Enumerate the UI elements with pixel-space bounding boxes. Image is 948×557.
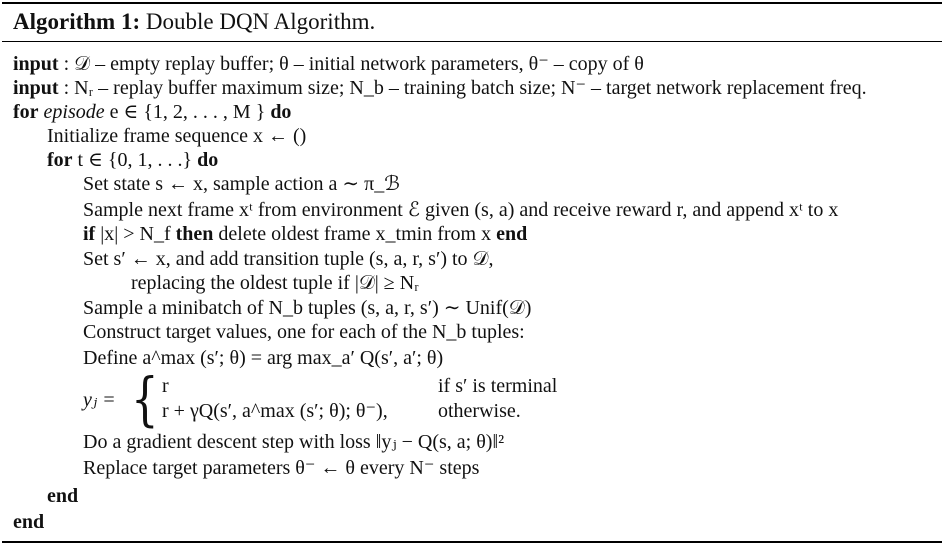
- keyword-for: for: [13, 101, 39, 123]
- keyword-end: end: [13, 511, 45, 533]
- top-rule: [2, 2, 942, 4]
- keyword-end: end: [491, 223, 528, 245]
- line-text: Sample next frame xᵗ from environment ℰ given (s, a) and receive reward r, and append xᵗ to x: [83, 199, 839, 221]
- bottom-rule: [2, 541, 942, 543]
- keyword-if: if: [83, 223, 96, 245]
- end-outer-loop: [13, 510, 44, 534]
- line-text: t ∈ {0, 1, . . .}: [72, 149, 193, 171]
- equation-lhs: yⱼ =: [83, 389, 116, 411]
- title-rule: [2, 41, 942, 42]
- minibatch-line: [83, 296, 531, 320]
- equation-condition-1: if s′ is terminal: [438, 375, 558, 397]
- line-text: : Nᵣ – replay buffer maximum size; N_b – training batch size; N⁻ – target network replacement freq.: [58, 77, 867, 99]
- line-text: : 𝒟 – empty replay buffer; θ – initial network parameters, θ⁻ – copy of θ: [58, 53, 644, 75]
- line-text: replacing the oldest tuple if |𝒟| ≥ Nᵣ: [131, 272, 419, 294]
- algorithm-name: Double DQN Algorithm.: [145, 9, 376, 34]
- line-text: Do a gradient descent step with loss ‖yⱼ − Q(s, a; θ)‖²: [83, 431, 505, 453]
- algorithm-label: Algorithm 1:: [13, 9, 141, 34]
- equation-case-2: r + γQ(s′, a^max (s′; θ); θ⁻),: [162, 400, 388, 422]
- set-state-line: [83, 172, 400, 196]
- keyword-do: do: [265, 101, 292, 123]
- line-text: Replace target parameters θ⁻ ← θ every N⁻ steps: [83, 457, 480, 479]
- end-inner-loop: [47, 484, 78, 508]
- gradient-step-line: [83, 430, 504, 454]
- line-text: Initialize frame sequence x ← (): [47, 125, 307, 147]
- line-text: |x| > N_f: [95, 223, 171, 245]
- line-text: Set state s ← x, sample action a ∼ π_ℬ: [83, 173, 400, 195]
- input-line-2: [13, 76, 867, 100]
- if-delete-line: [83, 222, 527, 246]
- keyword-then: then: [170, 223, 214, 245]
- keyword-for: for: [47, 149, 73, 171]
- algorithm-title: [13, 8, 375, 36]
- set-s-prime-line: [83, 247, 494, 271]
- line-text: e ∈ {1, 2, . . . , M }: [104, 101, 266, 123]
- cases-brace: {: [131, 365, 159, 433]
- line-text: Sample a minibatch of N_b tuples (s, a, r, s′) ∼ Unif(𝒟): [83, 297, 532, 319]
- equation-condition-2: otherwise.: [438, 400, 521, 422]
- construct-targets-line: [83, 320, 525, 344]
- keyword-input: input: [13, 53, 59, 75]
- input-line-1: [13, 52, 644, 76]
- for-episode-line: [13, 100, 291, 124]
- equation-case-1: r: [162, 375, 169, 397]
- sample-frame-line: [83, 198, 838, 222]
- initialize-line: [47, 124, 306, 148]
- keyword-do: do: [192, 149, 219, 171]
- line-text: Define a^max (s′; θ) = arg max_a′ Q(s′, a′; θ): [83, 347, 444, 369]
- keyword-end: end: [47, 485, 79, 507]
- line-text: Set s′ ← x, and add transition tuple (s, a, r, s′) to 𝒟,: [83, 248, 494, 270]
- line-text-2: delete oldest frame x_tmin from x: [213, 223, 492, 245]
- line-text: Construct target values, one for each of the N_b tuples:: [83, 321, 525, 343]
- replace-target-line: [83, 456, 479, 480]
- replace-tuple-line: [131, 271, 419, 295]
- episode-word: episode: [38, 101, 105, 123]
- keyword-input: input: [13, 77, 59, 99]
- for-t-line: [47, 148, 218, 172]
